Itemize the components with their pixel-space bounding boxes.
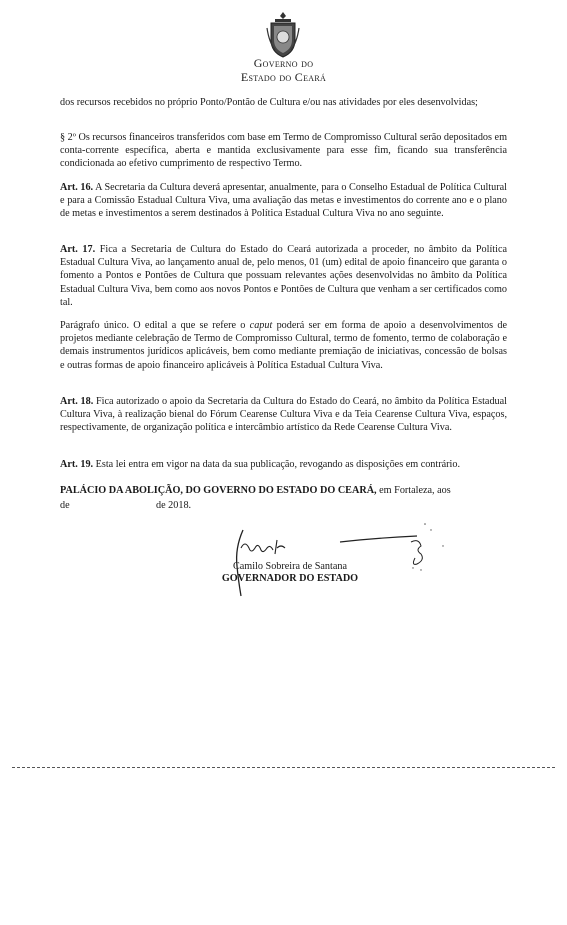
letterhead-line-2: Estado do Ceará <box>240 70 327 84</box>
letterhead-line-1: Governo do <box>253 56 314 70</box>
caput-term: caput <box>249 320 273 331</box>
article-18 <box>60 395 507 435</box>
signer-title: GOVERNADOR DO ESTADO <box>221 573 359 584</box>
signer-name: Camilo Sobreira de Santana <box>232 561 347 572</box>
state-seal-icon <box>263 10 303 60</box>
palace-location: em Fortaleza, aos <box>376 485 451 496</box>
article-16 <box>60 181 507 221</box>
article-16-label: Art. 16. <box>60 182 94 193</box>
closing-year: de 2018. <box>156 500 192 511</box>
palace-heading: PALÁCIO DA ABOLIÇÃO, DO GOVERNO DO ESTADO DO CEARÁ, <box>60 485 377 496</box>
article-16-text: A Secretaria da Cultura deverá apresentar, anualmente, para o Conselho Estadual de Política Cultural e para a Comissão Estadual Cultura Viva, uma avaliação das metas e investimentos do corrente ano e o plano de metas e investimentos a serem destinados à Política Estadual Cultura Viva no ano seguinte. <box>60 182 507 220</box>
article-17-label: Art. 17. <box>60 244 96 255</box>
handwritten-signature <box>225 518 475 598</box>
article-19-label: Art. 19. <box>60 459 94 470</box>
paragraph-continuation: dos recursos recebidos no próprio Ponto/Pontão de Cultura e/ou nas atividades por eles desenvolvidas; <box>60 97 478 108</box>
paragraph-section-2: § 2º Os recursos financeiros transferidos com base em Termo de Compromisso Cultural serão depositados em conta-corrente específica, aberta e mantida exclusivamente para esse fim, ficando sua transferência condicionada ao efetivo cumprimento de respectivo Termo. <box>60 132 507 170</box>
paragraph-unico <box>60 319 507 372</box>
article-18-label: Art. 18. <box>60 396 94 407</box>
paragraph-unico-text-a: Parágrafo único. O edital a que se refere o <box>60 320 250 331</box>
footer-divider <box>12 767 555 768</box>
article-19-text: Esta lei entra em vigor na data da sua publicação, revogando as disposições em contrário. <box>93 459 461 470</box>
article-18-text: Fica autorizado o apoio da Secretaria da Cultura do Estado do Ceará, no âmbito da Política Estadual Cultura Viva, à realização bienal do Fórum Cearense Cultura Viva e da Teia Cearense Cultura Viva, espaços, respectivamente, de organização política e intercâmbio artístico da Rede Cearense Cultura Viva. <box>60 396 507 434</box>
article-17-text: Fica a Secretaria de Cultura do Estado do Ceará autorizada a proceder, no âmbito da Política Estadual Cultura Viva, ao lançamento anual de, pelo menos, 01 (um) edital de apoio financeiro que garanta o fomento a Pontos e Pontões de Cultura que possuam relevantes ações desenvolvidas no âmbito da Política Estadual Cultura Viva, bem como aos novos Pontos e Pontões de Cultura que venham a ser certificados como tal. <box>60 244 507 308</box>
article-19 <box>60 458 507 471</box>
article-17 <box>60 243 507 309</box>
closing-de: de <box>60 500 70 511</box>
paragraph-unico-text-b: poderá ser em forma de apoio a desenvolvimentos de projetos mediante celebração de Termo de Compromisso Cultural, termo de fomento, termo de colaboração e demais instrumentos jurídicos aplicáveis, bem como mediante premiação de iniciativas, concessão de bolsas e outras formas de apoio financeiro aplicáveis à Política Estadual Cultura Viva. <box>60 320 507 371</box>
palace-line <box>60 484 507 497</box>
